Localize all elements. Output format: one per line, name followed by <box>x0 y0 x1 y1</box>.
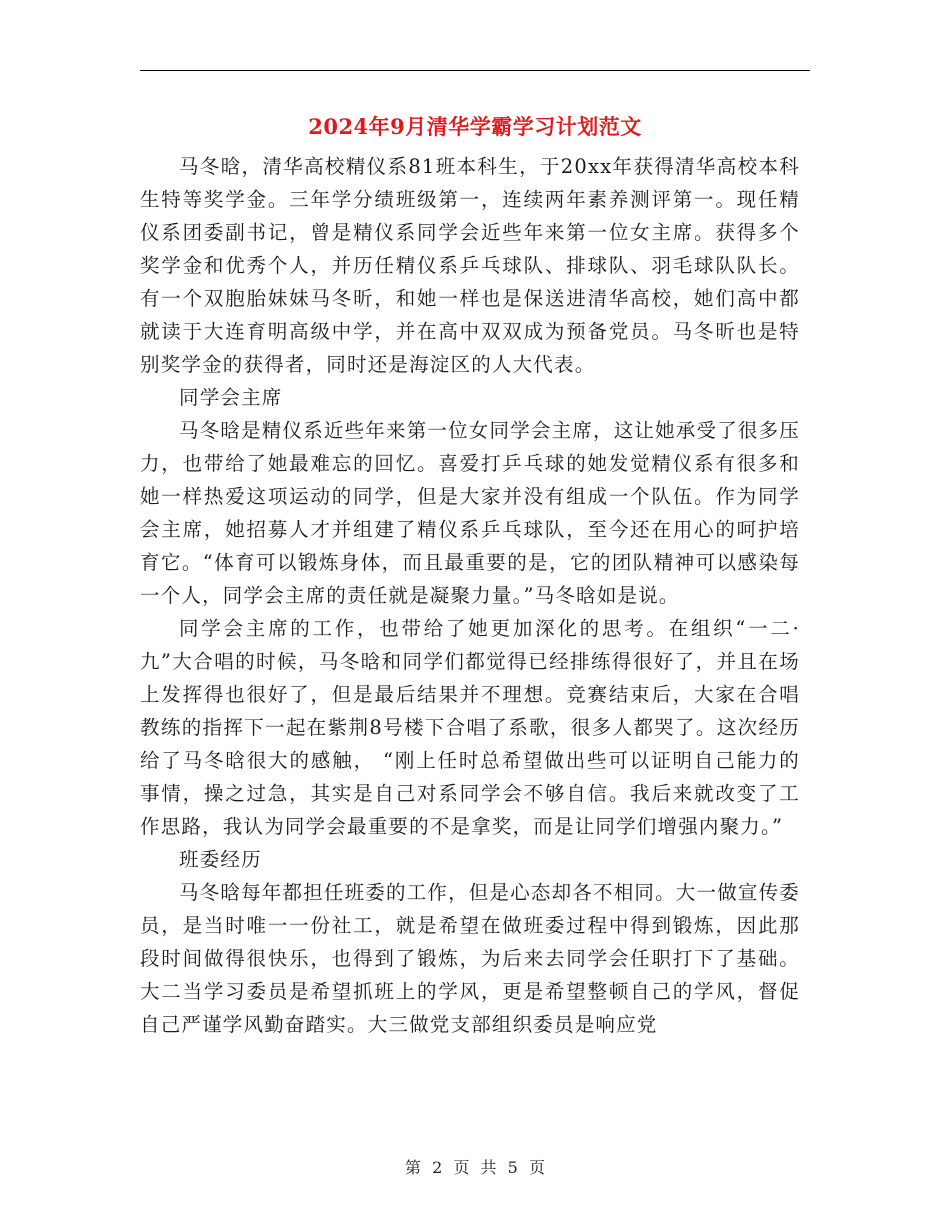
section-heading-student-union: 同学会主席 <box>179 386 283 409</box>
footer-page-unit: 页 <box>453 1158 470 1177</box>
footer-page-label: 第 <box>405 1158 422 1177</box>
document-title: 2024年9月清华学霸学习计划范文 <box>308 114 642 139</box>
paragraph-intro: 马冬晗，清华高校精仪系81班本科生，于20xx年获得清华高校本科生特等奖学金。三年学分绩班级第一，连续两年素养测评第一。现任精仪系团委副书记，曾是精仪系同学会近些年来第一位女主席。获得多个奖学金和优秀个人，并历任精仪系乒乓球队、排球队、羽毛球队队长。有一个双胞胎妹妹马冬昕，和她一样也是保送进清华高校，她们高中都就读于大连育明高级中学，并在高中双双成为预备党员。马冬昕也是特别奖学金的获得者，同时还是海淀区的人大代表。 <box>140 155 800 376</box>
footer-page-total: 5 <box>507 1158 518 1177</box>
footer-page-current: 2 <box>432 1158 443 1177</box>
paragraph-student-union-1: 马冬晗是精仪系近些年来第一位女同学会主席，这让她承受了很多压力，也带给了她最难忘的回忆。喜爱打乒乓球的她发觉精仪系有很多和她一样热爱这项运动的同学，但是大家并没有组成一个队伍。作为同学会主席，她招募人才并组建了精仪系乒乓球队，至今还在用心的呵护培育它。“体育可以锻炼身体，而且最重要的是，它的团队精神可以感染每一个人，同学会主席的责任就是凝聚力量。”马冬晗如是说。 <box>140 419 801 607</box>
section-heading-class-committee: 班委经历 <box>179 848 262 871</box>
footer-total-unit: 页 <box>528 1158 545 1177</box>
paragraph-class-committee: 马冬晗每年都担任班委的工作，但是心态却各不相同。大一做宣传委员，是当时唯一一份社工，就是希望在做班委过程中得到锻炼，因此那段时间做得很快乐，也得到了锻炼，为后来去同学会任职打下了基础。大二当学习委员是希望抓班上的学风，更是希望整顿自己的学风，督促自己严谨学风勤奋踏实。大三做党支部组织委员是响应党 <box>140 881 801 1036</box>
page-footer <box>0 1155 950 1178</box>
header-rule <box>140 70 810 71</box>
paragraph-student-union-2: 同学会主席的工作，也带给了她更加深化的思考。在组织“一二·九”大合唱的时候，马冬晗和同学们都觉得已经排练得很好了，并且在场上发挥得也很好了，但是最后结果并不理想。竞赛结束后，大家在合唱教练的指挥下一起在紫荆8号楼下合唱了系歌，很多人都哭了。这次经历给了马冬晗很大的感触， “刚上任时总希望做出些可以证明自己能力的事情，操之过急，其实是自己对系同学会不够自信。我后来就改变了工作思路，我认为同学会最重要的不是拿奖，而是让同学们增强内聚力。” <box>140 617 800 838</box>
footer-total-label: 共 <box>480 1158 497 1177</box>
document-body <box>140 150 800 1041</box>
